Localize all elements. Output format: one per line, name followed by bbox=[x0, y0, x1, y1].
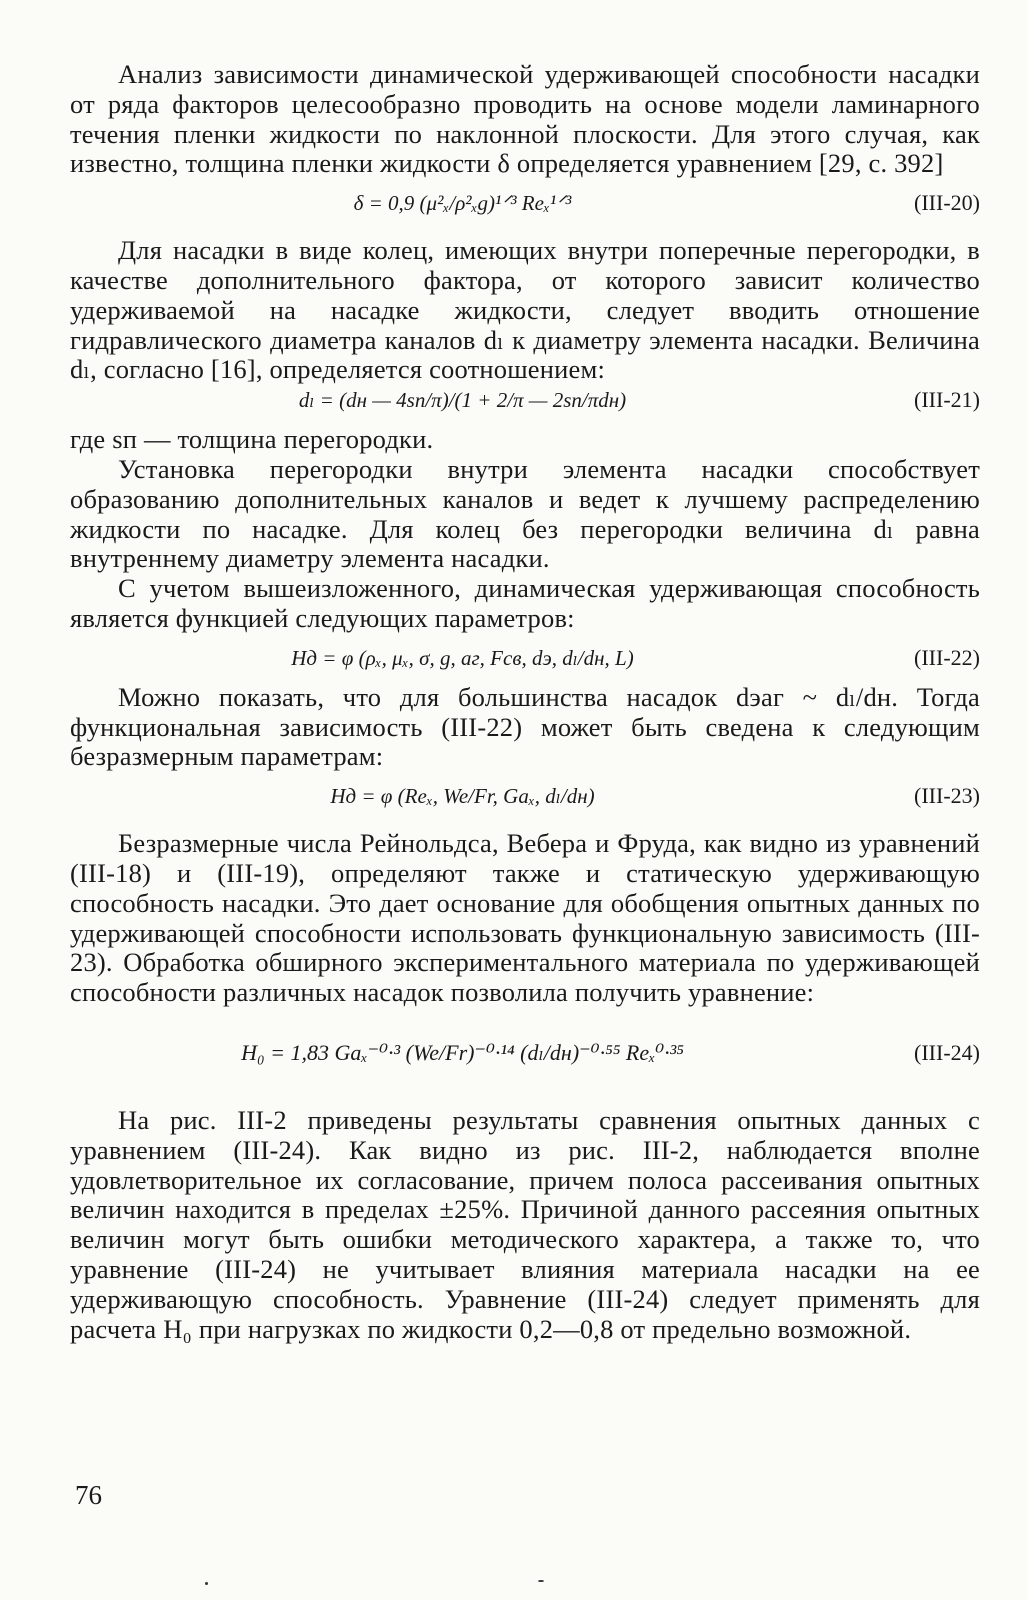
paragraph-5: С учетом вышеизложенного, динамическая удерживающая способность является функцией следующих параметров: bbox=[70, 573, 980, 633]
equation-number: (III-21) bbox=[914, 387, 980, 413]
equation-iii-23 bbox=[70, 781, 980, 811]
scan-specks bbox=[0, 1580, 1027, 1590]
equation-number: (III-23) bbox=[914, 783, 980, 809]
equation-iii-24 bbox=[70, 1022, 980, 1084]
equation-iii-22 bbox=[70, 643, 980, 673]
equation-number: (III-24) bbox=[914, 1039, 980, 1065]
paragraph-2: Для насадки в виде колец, имеющих внутри поперечные перегородки, в качестве дополнительного фактора, от которого зависит количество удерживаемой на насадке жидкости, следует вводить отношение гидравлического диаметра каналов dₗ к диаметру элемента насадки. Величина dₗ, согласно [16], определяется соотношением: bbox=[70, 235, 980, 385]
equation-formula: H₀ = 1,83 Gaₓ⁻⁰·³ (We/Fr)⁻⁰·¹⁴ (dₗ/dн)⁻⁰·⁵⁵ Reₓ⁰·³⁵ bbox=[241, 1039, 684, 1065]
paragraph-1: Анализ зависимости динамической удерживающей способности насадки от ряда факторов целесообразно проводить на основе модели ламинарного течения пленки жидкости по наклонной плоскости. Для этого случая, как известно, толщина пленки жидкости δ определяется уравнением [29, с. 392] bbox=[70, 59, 980, 179]
equation-formula: Hд = φ (ρₓ, μₓ, σ, g, aг, Fсв, dэ, dₗ/dн, L) bbox=[291, 645, 634, 670]
equation-number: (III-20) bbox=[914, 190, 980, 216]
paragraph-7: Безразмерные числа Рейнольдса, Вебера и Фруда, как видно из уравнений (III-18) и (III-19), определяют также и статическую удерживающую способность насадки. Это дает основание для обобщения опытных данных по удерживающей способности использовать функциональную зависимость (III-23). Обработка обширного экспериментального материала по удерживающей способности различных насадок позволила получить уравнение: bbox=[70, 828, 980, 1008]
page-number: 76 bbox=[75, 1480, 102, 1510]
equation-iii-20 bbox=[70, 188, 980, 218]
equation-iii-21 bbox=[70, 385, 980, 415]
equation-number: (III-22) bbox=[914, 644, 980, 670]
paragraph-3: где sп — толщина перегородки. bbox=[70, 424, 434, 455]
equation-formula: Hд = φ (Reₓ, We/Fr, Gaₓ, dₗ/dн) bbox=[330, 784, 595, 809]
paragraph-4: Установка перегородки внутри элемента насадки способствует образованию дополнительных каналов и ведет к лучшему распределению жидкости по насадке. Для колец без перегородки величина dₗ равна внутреннему диаметру элемента насадки. bbox=[70, 453, 980, 574]
paragraph-8: На рис. III-2 приведены результаты сравнения опытных данных с уравнением (III-24). Как видно из рис. III-2, наблюдается вполне удовлетворительное их согласование, причем полоса рассеивания опытных величин находится в пределах ±25%. Причиной данного рассеяния опытных величин могут быть ошибки методического характера, а также то, что уравнение (III-24) не учитывает влияния материала насадки на ее удерживающую способность. Уравнение (III-24) следует применять для расчета H₀ при нагрузках по жидкости 0,2—0,8 от предельно возможной. bbox=[70, 1104, 980, 1344]
paragraph-6: Можно показать, что для большинства насадок dэaг ~ dₗ/dн. Тогда функциональная зависимость (III-22) может быть сведена к следующим безразмерным параметрам: bbox=[70, 681, 980, 772]
equation-formula: dₗ = (dн — 4sп/π)/(1 + 2/π — 2sп/πdн) bbox=[298, 388, 627, 413]
equation-formula: δ = 0,9 (μ²ₓ/ρ²ₓg)¹ᐟ³ Reₓ¹ᐟ³ bbox=[353, 191, 572, 216]
